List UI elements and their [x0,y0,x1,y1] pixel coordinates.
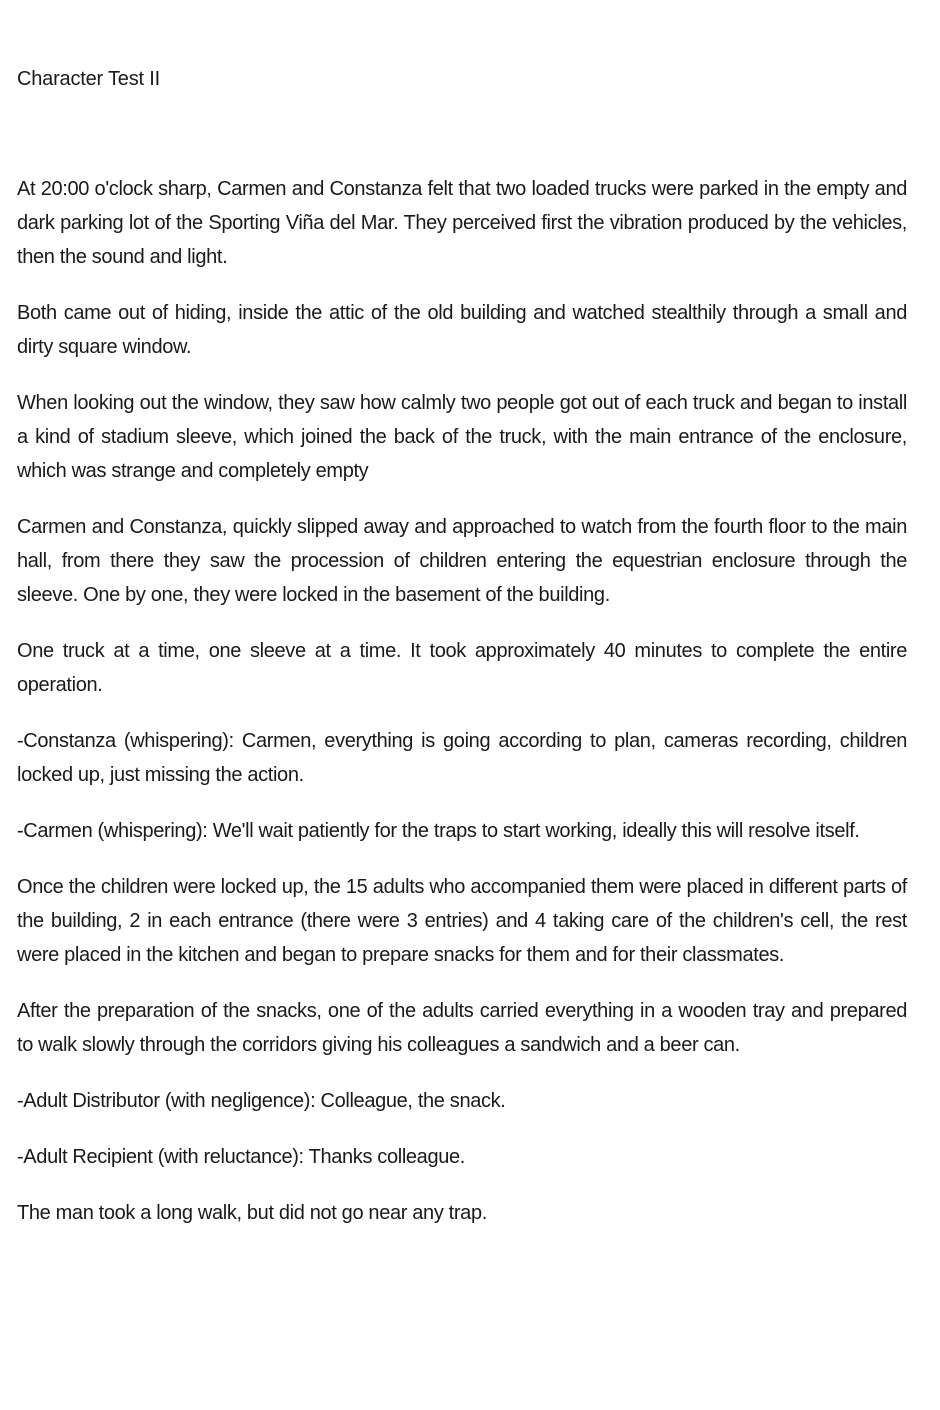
paragraph-operation: One truck at a time, one sleeve at a time. It took approximately 40 minutes to complete the entire operation. [17,640,907,696]
dialogue-constanza: -Constanza (whispering): Carmen, everything is going according to plan, cameras recording, children locked up, just missing the action. [17,730,907,786]
paragraph-snacks: After the preparation of the snacks, one of the adults carried everything in a wooden tray and prepared to walk slowly through the corridors giving his colleagues a sandwich and a beer can. [17,1000,907,1056]
paragraph-arrival: At 20:00 o'clock sharp, Carmen and Constanza felt that two loaded trucks were parked in the empty and dark parking lot of the Sporting Viña del Mar. They perceived first the vibration produced by the vehicles, then the sound and light. [17,178,907,268]
paragraph-hiding: Both came out of hiding, inside the attic of the old building and watched stealthily through a small and dirty square window. [17,302,907,358]
paragraph-procession: Carmen and Constanza, quickly slipped away and approached to watch from the fourth floor to the main hall, from there they saw the procession of children entering the equestrian enclosure through the sleeve. One by one, they were locked in the basement of the building. [17,516,907,606]
paragraph-walk: The man took a long walk, but did not go near any trap. [17,1202,487,1224]
paragraph-adults: Once the children were locked up, the 15 adults who accompanied them were placed in different parts of the building, 2 in each entrance (there were 3 entries) and 4 taking care of the children's cell, the rest were placed in the kitchen and began to prepare snacks for them and for their classmates. [17,876,907,966]
document-title: Character Test II [17,68,160,90]
document-body [17,172,907,1252]
dialogue-carmen: -Carmen (whispering): We'll wait patiently for the traps to start working, ideally this will resolve itself. [17,820,860,842]
dialogue-recipient: -Adult Recipient (with reluctance): Thanks colleague. [17,1146,465,1168]
paragraph-window: When looking out the window, they saw how calmly two people got out of each truck and began to install a kind of stadium sleeve, which joined the back of the truck, with the main entrance of the enclosure, which was strange and completely empty [17,392,907,482]
dialogue-distributor: -Adult Distributor (with negligence): Colleague, the snack. [17,1090,506,1112]
